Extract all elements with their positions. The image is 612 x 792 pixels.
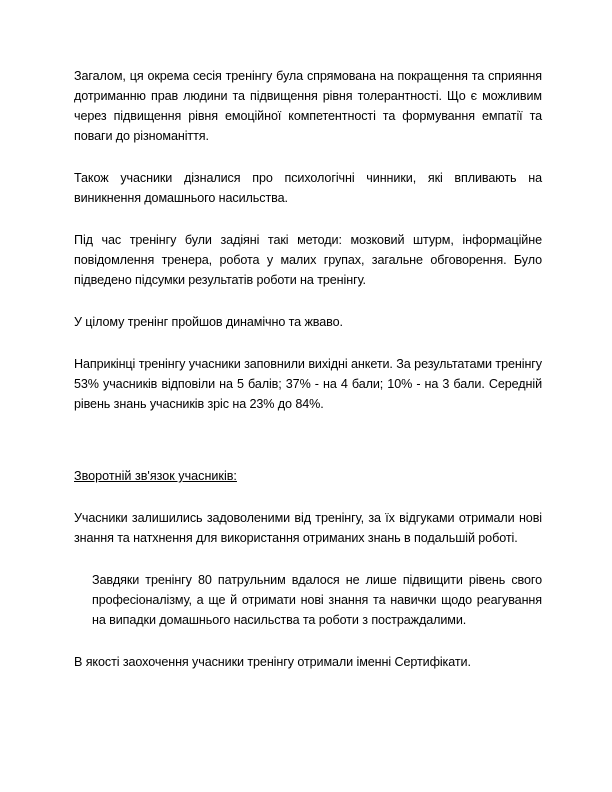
- paragraph-certificates: В якості заохочення учасники тренінгу отримали іменні Сертифікати.: [74, 655, 471, 669]
- paragraph-feedback: Учасники залишились задоволеними від тренінгу, за їх відгуками отримали нові знання та натхнення для використання отриманих знань в подальшій роботі.: [74, 511, 542, 545]
- paragraph-overall: У цілому тренінг пройшов динамічно та жваво.: [74, 315, 343, 329]
- paragraph-results: Наприкінці тренінгу учасники заповнили вихідні анкети. За результатами тренінгу 53% учасників відповіли на 5 балів; 37% - на 4 бали; 10% - на 3 бали. Середній рівень знань учасників зріс на 23% до 84%.: [74, 357, 542, 411]
- paragraph-psychological-factors: Також учасники дізналися про психологічні чинники, які впливають на виникнення домашнього насильства.: [74, 171, 542, 205]
- paragraph-patrol-officers: Завдяки тренінгу 80 патрульним вдалося не лише підвищити рівень свого професіоналізму, а ще й отримати нові знання та навички щодо реагування на випадки домашнього насильства та роботи з постраждалими.: [92, 573, 542, 627]
- document-page: [74, 66, 542, 694]
- feedback-heading: Зворотній зв'язок учасників:: [74, 469, 237, 483]
- paragraph-methods: Під час тренінгу були задіяні такі методи: мозковий штурм, інформаційне повідомлення тренера, робота у малих групах, загальне обговорення. Було підведено підсумки результатів роботи на тренінгу.: [74, 233, 542, 287]
- paragraph-summary: Загалом, ця окрема сесія тренінгу була спрямована на покращення та сприяння дотриманню прав людини та підвищення рівня толерантності. Що є можливим через підвищення рівня емоційної компетентності та формування емпатії та поваги до різноманіття.: [74, 69, 542, 143]
